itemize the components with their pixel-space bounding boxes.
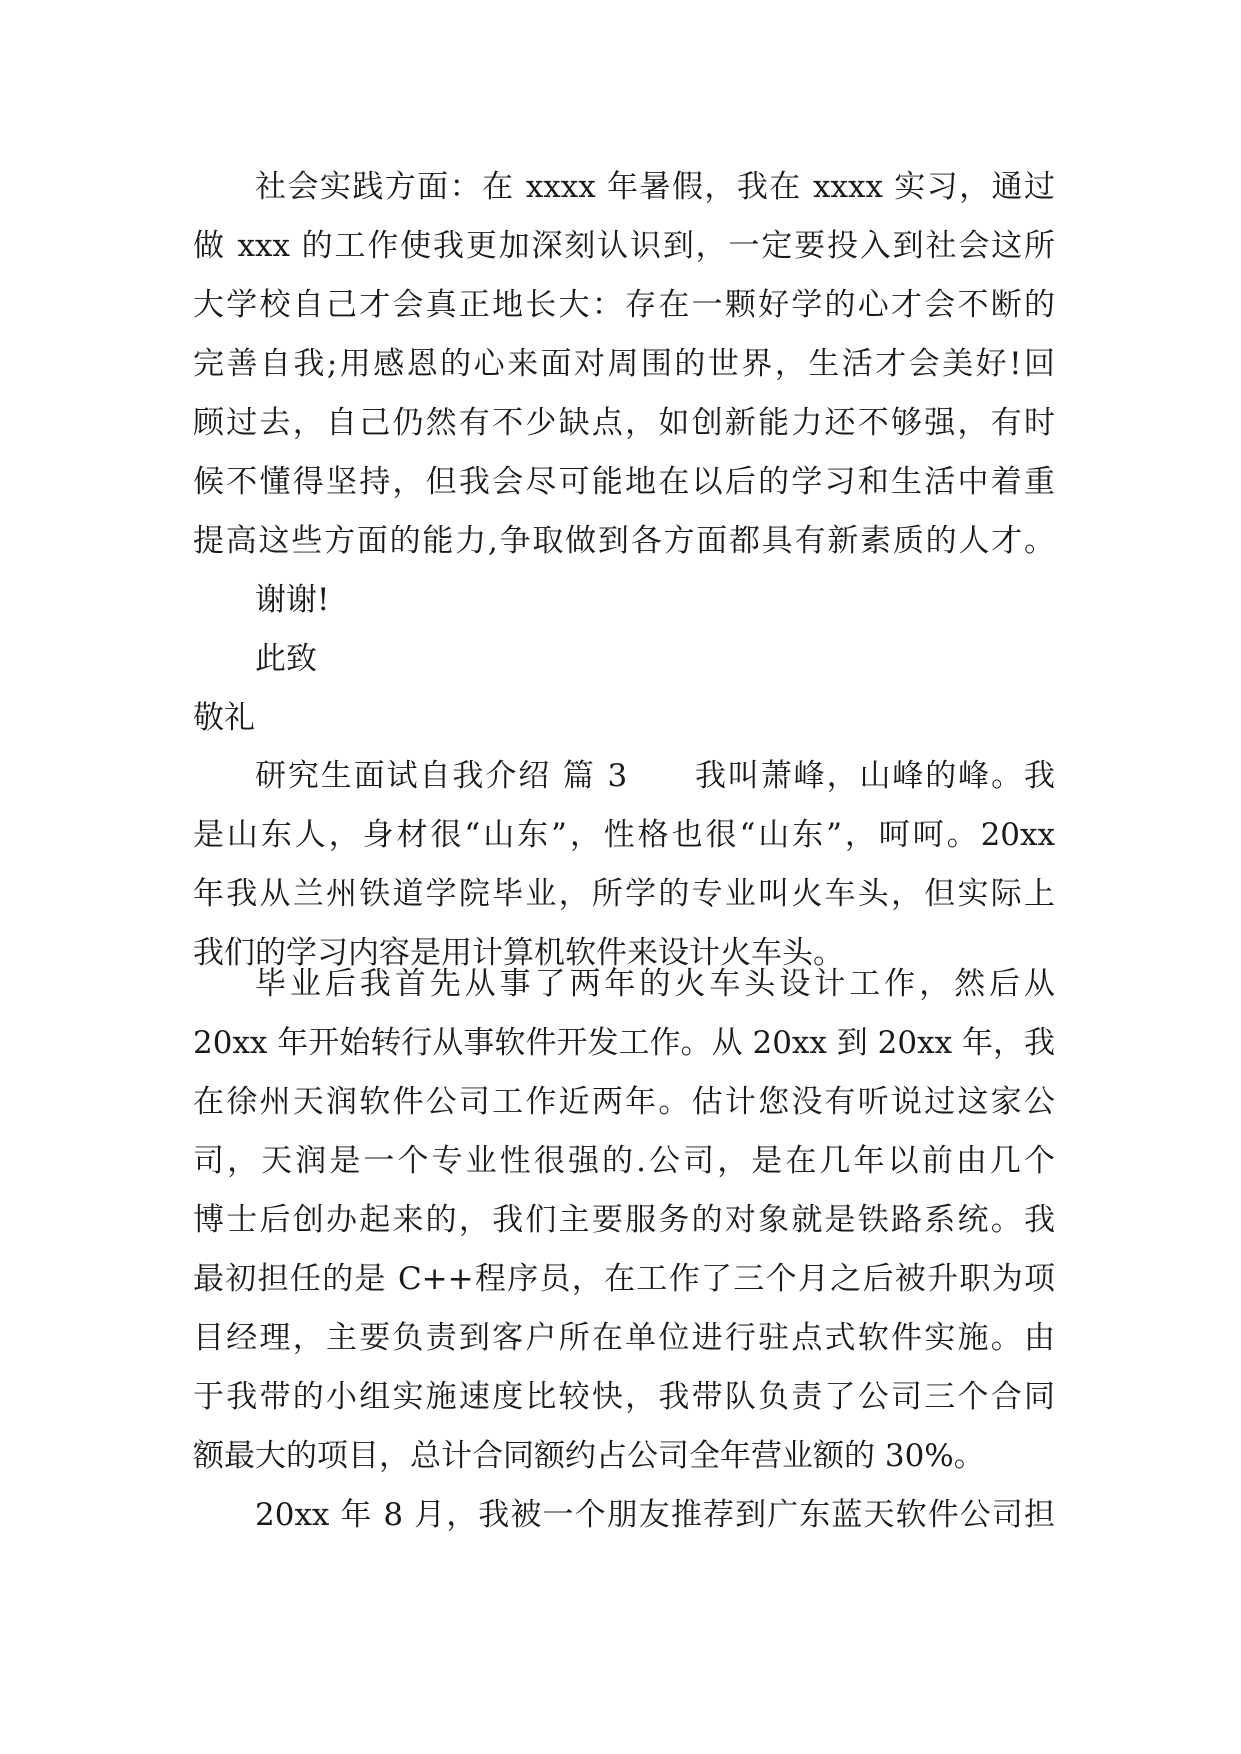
text-line: 在徐州天润软件公司工作近两年。估计您没有听说过这家公 <box>193 1084 1055 1120</box>
paragraph-career <box>193 955 1055 1486</box>
paragraph-social-practice <box>193 158 1055 748</box>
text-line: 博士后创办起来的，我们主要服务的对象就是铁路系统。我 <box>193 1202 1055 1238</box>
text-line: 做 xxx 的工作使我更加深刻认识到，一定要投入到社会这所 <box>193 228 1055 264</box>
text-line: 最初担任的是 C++程序员，在工作了三个月之后被升职为项 <box>193 1261 1055 1297</box>
text-line: 顾过去，自己仍然有不少缺点，如创新能力还不够强，有时 <box>193 405 1055 441</box>
text-line: 目经理，主要负责到客户所在单位进行驻点式软件实施。由 <box>193 1320 1055 1356</box>
text-line: 额最大的项目，总计合同额约占公司全年营业额的 30%。 <box>193 1438 985 1474</box>
text-line: 社会实践方面：在 xxxx 年暑假，我在 xxxx 实习，通过 <box>255 169 1055 205</box>
text-line: 我们的学习内容是用计算机软件来设计火车头。 <box>193 935 844 971</box>
section-3-intro <box>193 747 1055 983</box>
text-line: 大学校自己才会真正地长大：存在一颗好学的心才会不断的 <box>193 287 1055 323</box>
text-line: 提高这些方面的能力,争取做到各方面都具有新素质的人才。 <box>193 523 1055 559</box>
text-line: 年我从兰州铁道学院毕业，所学的专业叫火车头，但实际上 <box>193 876 1055 912</box>
text-line: 完善自我;用感恩的心来面对周围的世界，生活才会美好!回 <box>193 346 1055 382</box>
section-heading-line: 研究生面试自我介绍 篇 3 我叫萧峰，山峰的峰。我 <box>255 758 1055 794</box>
text-line: 是山东人，身材很“山东”，性格也很“山东”，呵呵。20xx <box>193 817 1055 853</box>
closing-salutation: 此致 <box>255 641 317 677</box>
text-line: 司，天润是一个专业性很强的.公司，是在几年以前由几个 <box>193 1143 1055 1179</box>
text-line: 20xx 年 8 月，我被一个朋友推荐到广东蓝天软件公司担 <box>255 1497 1055 1533</box>
text-line: 20xx 年开始转行从事软件开发工作。从 20xx 到 20xx 年，我 <box>193 1025 1055 1061</box>
text-line: 候不懂得坚持，但我会尽可能地在以后的学习和生活中着重 <box>193 464 1055 500</box>
closing-regards: 敬礼 <box>193 700 255 736</box>
paragraph-last <box>193 1486 1055 1545</box>
thanks-line: 谢谢! <box>255 582 330 618</box>
text-line: 毕业后我首先从事了两年的火车头设计工作，然后从 <box>255 966 1055 1002</box>
text-line: 于我带的小组实施速度比较快，我带队负责了公司三个合同 <box>193 1379 1055 1415</box>
